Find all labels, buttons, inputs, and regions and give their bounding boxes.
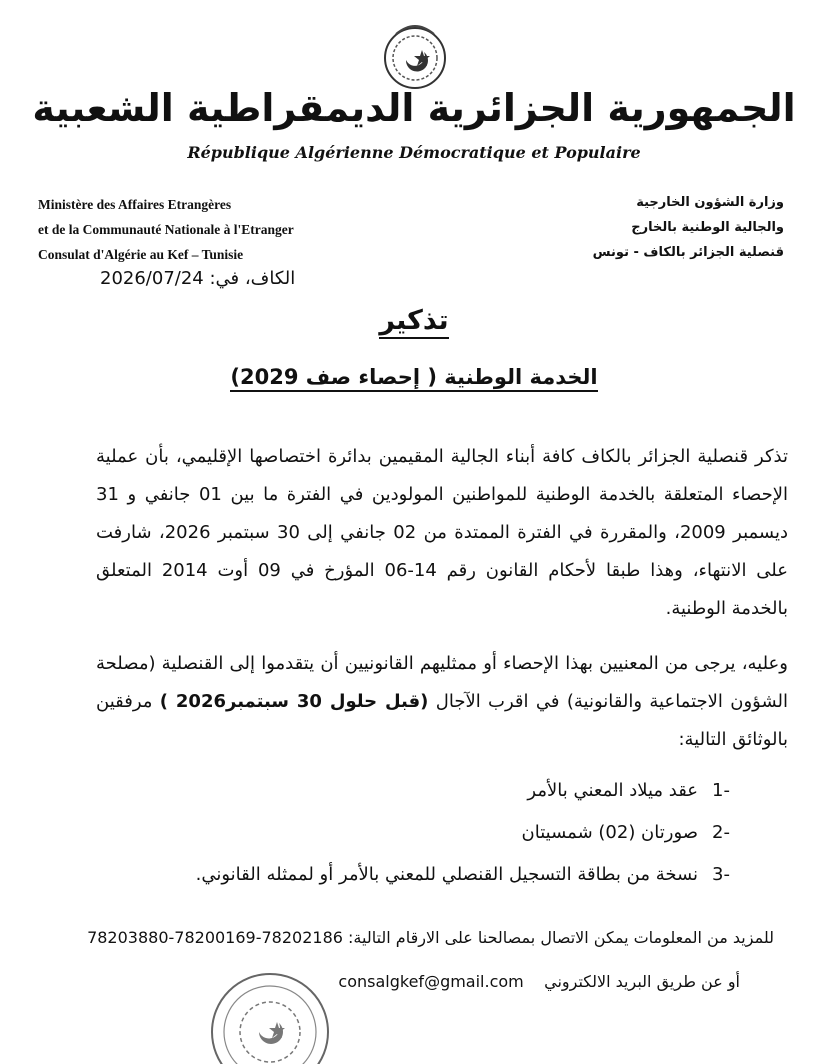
- contact-phones: [87, 928, 774, 947]
- document-subtitle: [0, 365, 828, 389]
- document-title: [0, 305, 828, 336]
- paragraph-intro: تذكر قنصلية الجزائر بالكاف كافة أبناء الجالية المقيمين بدائرة اختصاصها الإقليمي، بأن عملية الإحصاء المتعلقة بالخدمة الوطنية للمواطنين المولودين في الفترة ما بين 01 جانفي و 31 ديسمبر 2009، والمقررة في الفترة الممتدة من 02 جانفي إلى 30 سبتمبر 2026، شارفت على الانتهاء، وهذا طبقا لأحكام القانون رقم 14-06 المؤرخ في 09 أوت 2014 المتعلق بالخدمة الوطنية.: [96, 446, 789, 619]
- document-title-text: تذكير: [379, 305, 448, 339]
- document-subtitle-text: الخدمة الوطنية ( إحصاء صف 2029): [230, 365, 597, 392]
- country-title-french: République Algérienne Démocratique et Populaire: [187, 143, 641, 162]
- list-item: [196, 864, 730, 885]
- phone-numbers: 78203880-78200169-78202186: [87, 928, 343, 947]
- paragraph-request-end: مرفقين بالوثائق التالية:: [96, 691, 788, 750]
- consulate-seal-icon: [205, 970, 335, 1064]
- list-text: نسخة من بطاقة التسجيل القنصلي للمعني بالأمر أو لممثله القانوني.: [195, 864, 699, 885]
- list-number: -3: [712, 864, 730, 885]
- date-line: الكاف، في: 2026/07/24: [100, 268, 296, 289]
- list-item: [527, 780, 730, 801]
- email-address[interactable]: consalgkef@gmail.com: [338, 972, 524, 991]
- consulate-name-ar: قنصلية الجزائر بالكاف - تونس: [592, 245, 784, 260]
- emblem-icon: [376, 20, 454, 92]
- phones-label: للمزيد من المعلومات يمكن الاتصال بمصالحنا على الارقام التالية:: [348, 928, 774, 947]
- community-name-fr: et de la Communauté Nationale à l'Etranger: [38, 222, 294, 237]
- ministry-name-ar: وزارة الشؤون الخارجية: [636, 195, 784, 210]
- country-title-arabic: الجمهورية الجزائرية الديمقراطية الشعبية: [32, 86, 796, 130]
- list-text: عقد ميلاد المعني بالأمر: [527, 780, 699, 801]
- list-number: -2: [712, 822, 730, 843]
- paragraph-request-start: وعليه، يرجى من المعنيين بهذا الإحصاء أو ممثليهم القانونيين أن يتقدموا إلى القنصلية (مصلحة الشؤون الاجتماعية والقانونية) في اقرب الآجال: [96, 653, 789, 712]
- community-name-ar: والجالية الوطنية بالخارج: [631, 220, 784, 235]
- consulate-name-fr: Consulat d'Algérie au Kef – Tunisie: [38, 247, 244, 262]
- email-label: أو عن طريق البريد الالكتروني: [544, 972, 740, 991]
- list-text: صورتان (02) شمسيتان: [521, 822, 699, 843]
- contact-email: [338, 972, 740, 991]
- list-number: -1: [712, 780, 730, 801]
- list-item: [522, 822, 730, 843]
- ministry-name-fr: Ministère des Affaires Etrangères: [38, 197, 232, 212]
- deadline-text: (قبل حلول 30 سبتمبر2026 ): [159, 691, 429, 712]
- paragraph-request: [96, 645, 788, 759]
